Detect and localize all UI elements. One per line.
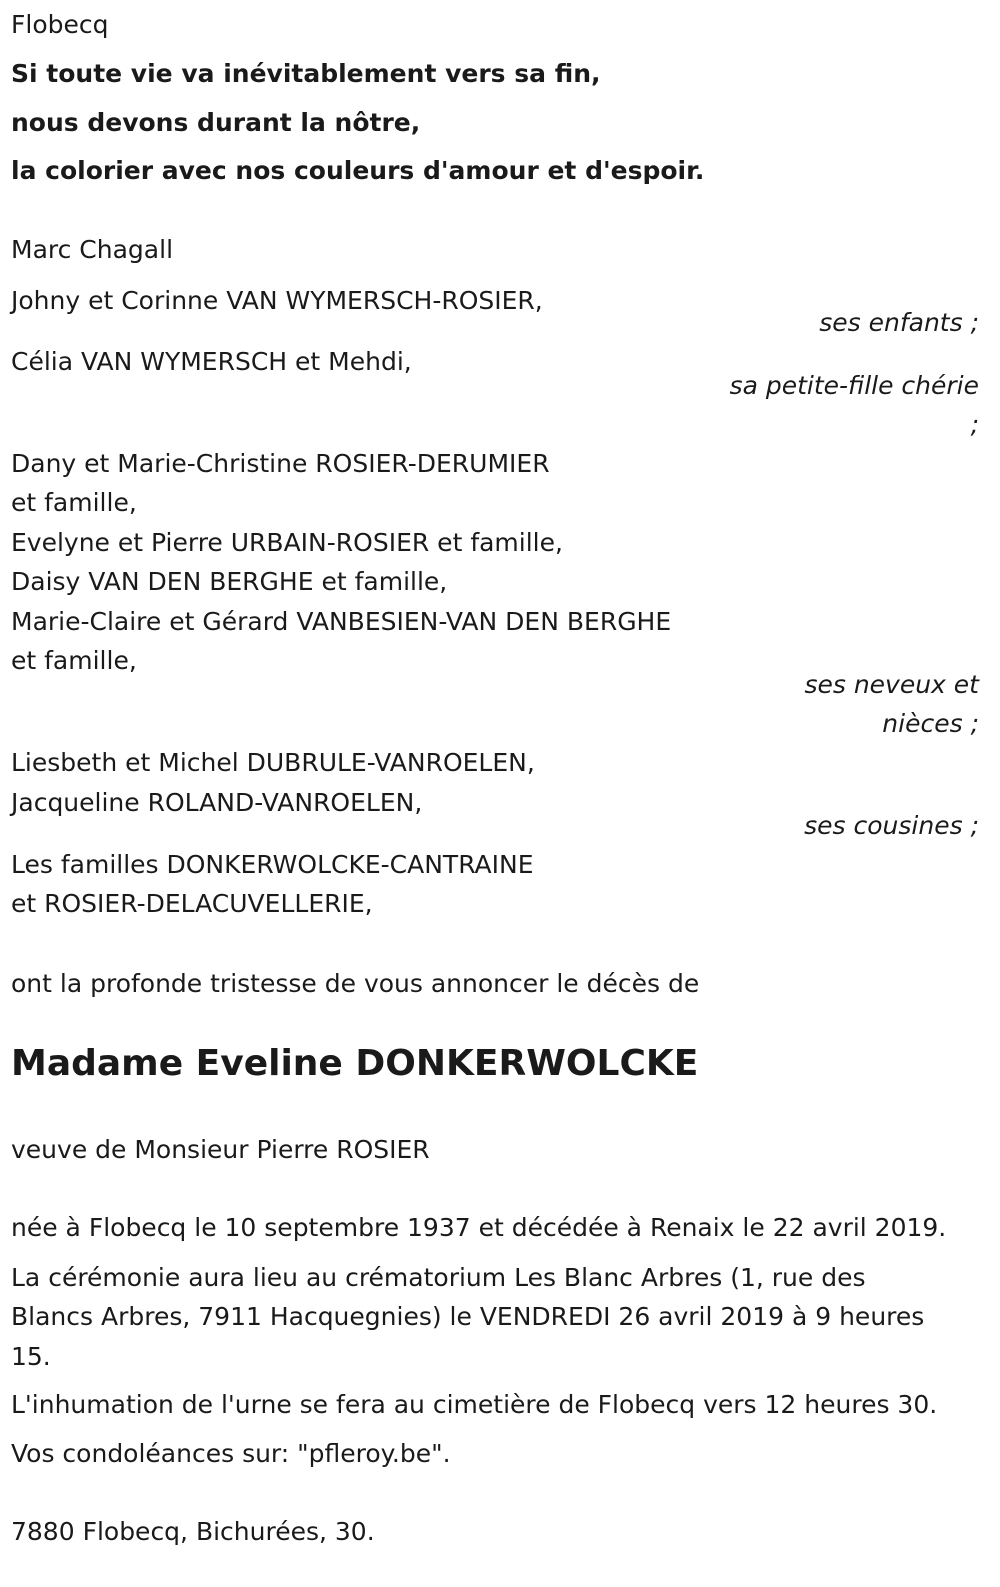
quote-line: nous devons durant la nôtre,: [11, 108, 421, 137]
ceremony-line: Blancs Arbres, 7911 Hacquegnies) le VENDREDI 26 avril 2019 à 9 heures: [11, 1302, 925, 1331]
nephew-line: et famille,: [11, 646, 137, 675]
quote-line: Si toute vie va inévitablement vers sa fin,: [11, 59, 601, 88]
nephew-line: Daisy VAN DEN BERGHE et famille,: [11, 567, 448, 596]
granddaughter-names: Célia VAN WYMERSCH et Mehdi,: [11, 347, 412, 376]
quote-author: Marc Chagall: [11, 235, 174, 264]
cousins-relation: ses cousines ;: [804, 811, 979, 840]
birth-death-dates: née à Flobecq le 10 septembre 1937 et décédée à Renaix le 22 avril 2019.: [11, 1213, 947, 1242]
children-names: Johny et Corinne VAN WYMERSCH-ROSIER,: [11, 286, 543, 315]
nephew-line: Evelyne et Pierre URBAIN-ROSIER et famille,: [11, 528, 563, 557]
families-line: Les familles DONKERWOLCKE-CANTRAINE: [11, 850, 534, 879]
granddaughter-relation: sa petite-fille chérie: [729, 371, 979, 400]
granddaughter-relation: ;: [970, 410, 979, 439]
burial-info: L'inhumation de l'urne se fera au cimetière de Flobecq vers 12 heures 30.: [11, 1390, 938, 1419]
nephews-relation: ses neveux et: [804, 670, 979, 699]
condolences-info: Vos condoléances sur: "pfleroy.be".: [11, 1439, 451, 1468]
family-address: 7880 Flobecq, Bichurées, 30.: [11, 1517, 375, 1546]
families-line: et ROSIER-DELACUVELLERIE,: [11, 889, 373, 918]
nephews-relation: nièces ;: [882, 709, 979, 738]
nephew-line: et famille,: [11, 488, 137, 517]
cousin-line: Liesbeth et Michel DUBRULE-VANROELEN,: [11, 748, 535, 777]
quote-line: la colorier avec nos couleurs d'amour et d'espoir.: [11, 156, 705, 185]
announcement-intro: ont la profonde tristesse de vous annoncer le décès de: [11, 969, 700, 998]
children-relation: ses enfants ;: [819, 308, 979, 337]
deceased-name: Madame Eveline DONKERWOLCKE: [11, 1043, 699, 1084]
nephew-line: Dany et Marie-Christine ROSIER-DERUMIER: [11, 449, 550, 478]
cousin-line: Jacqueline ROLAND-VANROELEN,: [11, 788, 423, 817]
ceremony-line: 15.: [11, 1342, 51, 1371]
widow-of: veuve de Monsieur Pierre ROSIER: [11, 1135, 430, 1164]
place-header: Flobecq: [11, 10, 109, 39]
ceremony-line: La cérémonie aura lieu au crématorium Les Blanc Arbres (1, rue des: [11, 1263, 866, 1292]
nephew-line: Marie-Claire et Gérard VANBESIEN-VAN DEN BERGHE: [11, 607, 672, 636]
